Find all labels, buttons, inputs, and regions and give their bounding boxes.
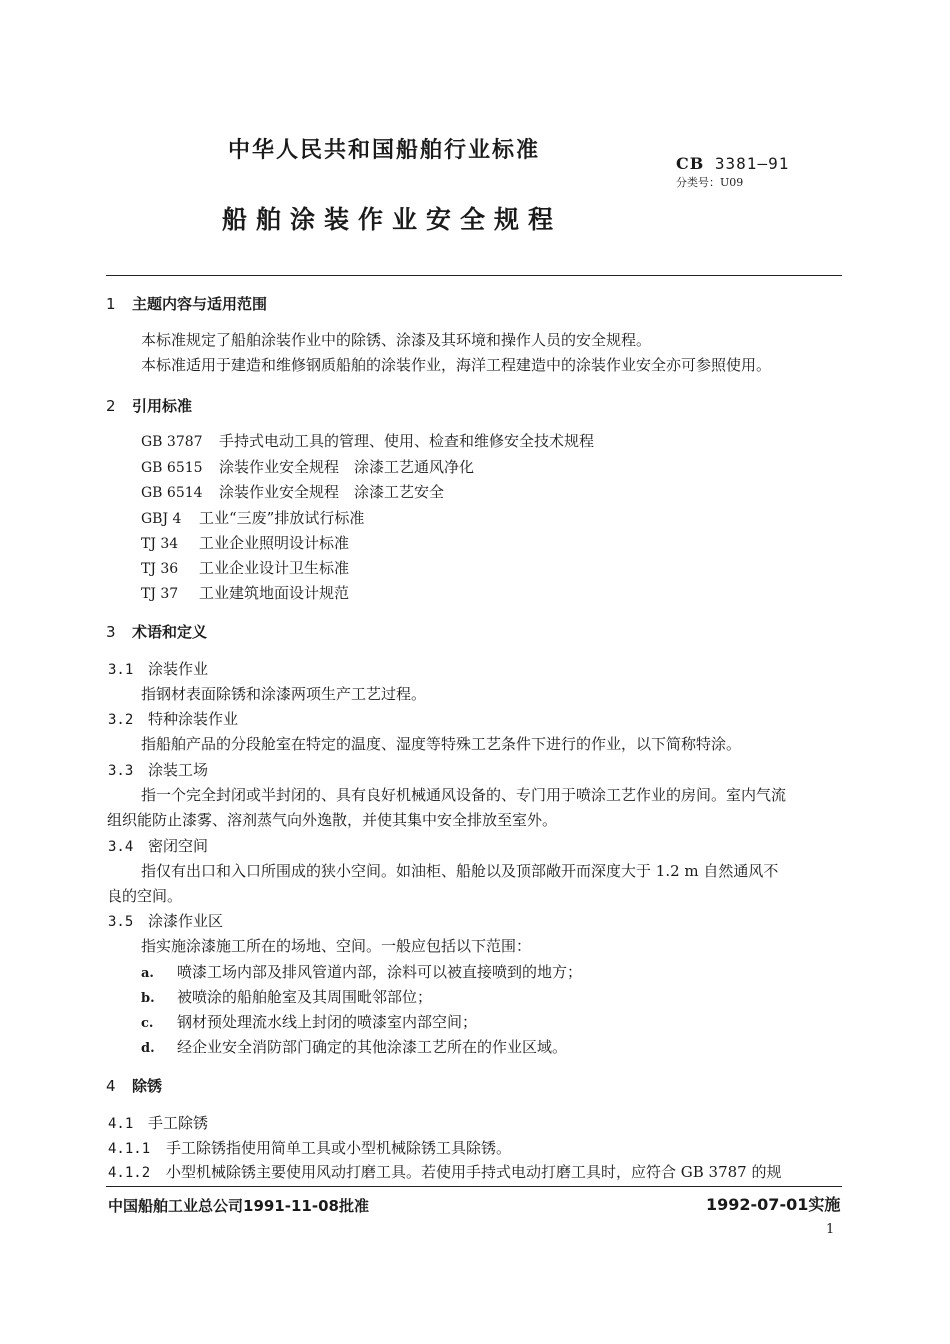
list-item: d. 经企业安全消防部门确定的其他涂漆工艺所在的作业区域。 [141,1038,568,1056]
section-heading-2: 2 引用标准 [106,397,193,415]
definition-text: 指仅有出口和入口所围成的狭小空间。如油柜、船舱以及顶部敞开而深度大于 1.2 m 自然通风不 [141,862,779,880]
definition-text: 指一个完全封闭或半封闭的、具有良好机械通风设备的、专门用于喷涂工艺作业的房间。室内气流 [141,786,787,804]
list-item: b. 被喷涂的船舶舱室及其周围毗邻部位； [141,988,433,1006]
clause-4-1-2: 4.1.2 小型机械除锈主要使用风动打磨工具。若使用手持式电动打磨工具时，应符合 GB 3787 的规 [108,1163,782,1181]
list-item: c. 钢材预处理流水线上封闭的喷漆室内部空间； [141,1013,478,1031]
reference-item: TJ 36 工业企业设计卫生标准 [141,559,350,577]
paragraph: 本标准规定了船舶涂装作业中的除锈、涂漆及其环境和操作人员的安全规程。 [141,331,652,349]
subsection-4-1: 4.1 手工除锈 [108,1114,209,1132]
reference-item: TJ 37 工业建筑地面设计规范 [141,584,350,602]
section-heading-1: 1 主题内容与适用范围 [106,295,268,313]
approval-date: 中国船舶工业总公司1991-11-08批准 [108,1197,369,1215]
header-divider [106,275,842,276]
standard-code: 3381—91 [714,154,790,173]
page-number: 1 [826,1222,835,1237]
section-heading-4: 4 除锈 [106,1077,163,1095]
subsection-3-2: 3.2 特种涂装作业 [108,710,239,728]
subsection-3-4: 3.4 密闭空间 [108,837,209,855]
standard-prefix: CB [676,154,705,173]
document-title: 船舶涂装作业安全规程 [222,205,563,234]
subsection-3-5: 3.5 涂漆作业区 [108,912,224,930]
reference-item: GB 6515 涂装作业安全规程 涂漆工艺通风净化 [141,458,475,476]
subsection-3-3: 3.3 涂装工场 [108,761,209,779]
definition-text: 指实施涂漆施工所在的场地、空间。一般应包括以下范围： [141,937,532,955]
list-item: a. 喷漆工场内部及排风管道内部，涂料可以被直接喷到的地方； [141,963,583,981]
paragraph: 本标准适用于建造和维修钢质船舶的涂装作业，海洋工程建造中的涂装作业安全亦可参照使用。 [141,356,772,374]
standard-number [676,154,789,173]
footer-divider [106,1186,842,1187]
clause-4-1-1: 4.1.1 手工除锈指使用简单工具或小型机械除锈工具除锈。 [108,1139,512,1157]
reference-item: GB 3787 手持式电动工具的管理、使用、检查和维修安全技术规程 [141,432,595,450]
reference-item: TJ 34 工业企业照明设计标准 [141,534,350,552]
definition-text-continued: 良的空间。 [107,887,183,905]
effective-date: 1992-07-01实施 [706,1195,841,1214]
definition-text: 指钢材表面除锈和涂漆两项生产工艺过程。 [141,685,427,703]
classification-number: 分类号：U09 [676,176,744,189]
definition-text: 指船舶产品的分段舱室在特定的温度、湿度等特殊工艺条件下进行的作业，以下简称特涂。 [141,735,742,753]
section-heading-3: 3 术语和定义 [106,623,208,641]
definition-text-continued: 组织能防止漆雾、溶剂蒸气向外逸散，并使其集中安全排放至室外。 [107,811,558,829]
subsection-3-1: 3.1 涂装作业 [108,660,209,678]
issuing-body-title: 中华人民共和国船舶行业标准 [228,138,541,163]
reference-item: GB 6514 涂装作业安全规程 涂漆工艺安全 [141,483,445,501]
reference-item: GBJ 4 工业“三废”排放试行标准 [141,509,365,527]
